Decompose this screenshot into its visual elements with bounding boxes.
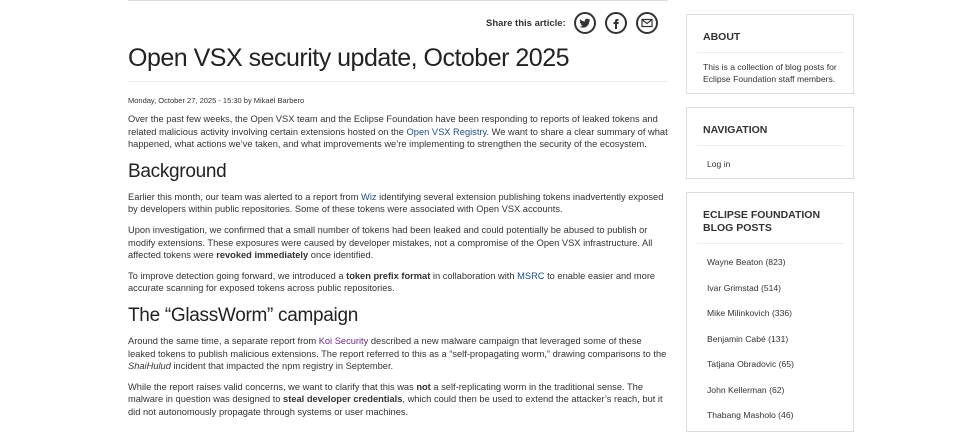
about-title: ABOUT [697, 15, 843, 53]
about-block [686, 14, 854, 94]
heading-glassworm: The “GlassWorm” campaign [128, 304, 359, 326]
twitter-icon[interactable] [574, 12, 596, 34]
share-bar [486, 12, 667, 34]
author-item[interactable]: Ivar Grimstad (514) [707, 282, 782, 293]
wiz-link[interactable]: Wiz [361, 191, 377, 202]
glassworm-paragraph-2: While the report raises valid concerns, we want to clarify that this was not a self-replicating worm in the traditional sense. The malware in question was designed to steal developer credentials, which could then be used to extend the attacker’s reach, but it did not autonomously propagate through systems or user machines. [128, 381, 663, 417]
background-paragraph-1: Earlier this month, our team was alerted to a report from Wiz identifying several extension publishing tokens inadvertently exposed by developers within public repositories. Some of these tokens were associated with Open VSX accounts. [128, 191, 664, 215]
navigation-title: NAVIGATION [697, 108, 843, 146]
author-item[interactable]: John Kellerman (62) [707, 384, 785, 395]
article-title: Open VSX security update, October 2025 [128, 44, 668, 82]
glassworm-paragraph-1: Around the same time, a separate report from Koi Security described a new malware campaign that leveraged some of these leaked tokens to publish malicious extensions. The report referred to this as a “self-propagating worm,” drawing comparisons to the ShaiHulud incident that impacted the npm registry in September. [128, 335, 667, 372]
author-item[interactable]: Mike Milinkovich (336) [707, 308, 793, 318]
author-item[interactable]: Benjamin Cabé (131) [707, 333, 789, 344]
background-paragraph-2: Upon investigation, we confirmed that a small number of tokens had been leaked and could potentially be abused to publish or modify extensions. These exposures were caused by developer mistakes, not a compromise of the Open VSX infrastructure. All affected tokens were revoked immediately once identified. [128, 224, 653, 261]
top-divider [128, 0, 668, 1]
navigation-block [686, 107, 854, 179]
intro-paragraph: Over the past few weeks, the Open VSX team and the Eclipse Foundation have been responding to reports of leaked tokens and related malicious activity involving certain extensions hosted on the Open VSX Registry. We want to share a clear summary of what happened, what actions we’ve taken, and what improvements we’re implementing to strengthen the security of the ecosystem. [128, 114, 668, 150]
article-meta: Monday, October 27, 2025 - 15:30 by Mikaël Barbero [128, 96, 305, 105]
heading-background: Background [128, 160, 227, 182]
background-paragraph-3: To improve detection going forward, we introduced a token prefix format in collaboration with MSRC to enable easier and more accurate scanning for exposed tokens across public repositories. [128, 270, 656, 294]
blog-posts-title: ECLIPSE FOUNDATION BLOG POSTS [697, 193, 843, 244]
nav-item-login[interactable]: Log in [707, 159, 731, 169]
open-vsx-registry-link[interactable]: Open VSX Registry [406, 126, 487, 137]
author-item[interactable]: Wayne Beaton (823) [707, 257, 786, 267]
msrc-link[interactable]: MSRC [517, 270, 545, 281]
share-label: Share this article: [486, 17, 566, 29]
author-item[interactable]: Thabang Masholo (46) [707, 410, 794, 420]
about-text: This is a collection of blog posts for Eclipse Foundation staff members. [703, 62, 837, 84]
email-icon[interactable] [636, 12, 658, 34]
author-item[interactable]: Tatjana Obradovic (65) [707, 359, 794, 369]
koi-security-link[interactable]: Koi Security [318, 335, 369, 346]
blog-posts-block [686, 192, 854, 432]
facebook-icon[interactable] [605, 12, 627, 34]
article [128, 36, 668, 419]
